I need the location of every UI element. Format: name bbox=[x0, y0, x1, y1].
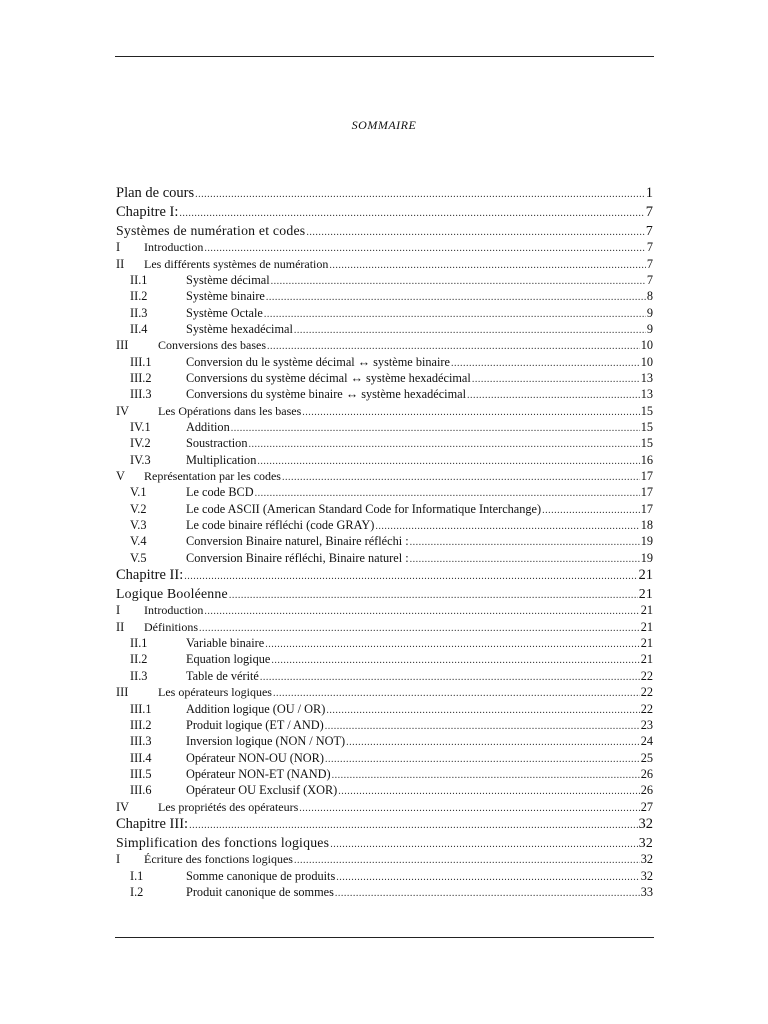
toc-entry-number: V bbox=[116, 469, 125, 483]
toc-entry[interactable] bbox=[116, 635, 653, 651]
toc-entry-number: III.3 bbox=[130, 734, 152, 749]
toc-entry-label: Opérateur OU Exclusif (XOR) bbox=[186, 783, 338, 798]
toc-entry[interactable] bbox=[116, 701, 653, 717]
toc-entry-label: Addition logique (OU / OR) bbox=[186, 701, 326, 716]
header-rule bbox=[115, 56, 654, 57]
toc-entry-label: Opérateur NON-ET (NAND) bbox=[186, 766, 331, 781]
toc-entry-number: III.2 bbox=[130, 370, 152, 385]
toc-entry[interactable] bbox=[116, 354, 653, 370]
toc-entry[interactable] bbox=[116, 619, 653, 635]
toc-entry-page: 32 bbox=[640, 852, 653, 867]
dot-leader bbox=[335, 886, 640, 900]
dot-leader bbox=[229, 587, 638, 603]
toc-entry-page: 7 bbox=[646, 240, 653, 255]
toc-entry-page: 7 bbox=[646, 256, 653, 271]
toc-entry[interactable] bbox=[116, 435, 653, 451]
toc-entry[interactable] bbox=[116, 517, 653, 533]
toc-entry-page: 21 bbox=[640, 636, 653, 651]
toc-entry-label: Conversions des bases bbox=[158, 338, 266, 353]
dot-leader bbox=[260, 670, 640, 684]
toc-entry-label: Introduction bbox=[144, 240, 204, 255]
toc-entry-page: 32 bbox=[638, 834, 653, 850]
toc-entry-page: 8 bbox=[646, 289, 653, 304]
toc-entry-page: 13 bbox=[640, 370, 653, 385]
toc-entry-page: 18 bbox=[640, 518, 653, 533]
toc-entry-page: 17 bbox=[640, 485, 653, 500]
toc-entry[interactable] bbox=[116, 337, 653, 353]
toc-entry-page: 9 bbox=[646, 321, 653, 336]
toc-entry-page: 7 bbox=[645, 222, 653, 238]
toc-entry[interactable] bbox=[116, 782, 653, 798]
toc-entry-label: Système décimal bbox=[186, 272, 270, 287]
toc-entry-number: IV bbox=[116, 403, 129, 418]
toc-entry-page: 21 bbox=[640, 619, 653, 634]
toc-entry-number: V.4 bbox=[130, 534, 147, 549]
table-of-contents bbox=[116, 184, 653, 900]
toc-entry[interactable] bbox=[116, 184, 653, 203]
toc-entry-label: Produit canonique de sommes bbox=[186, 885, 334, 899]
toc-entry[interactable] bbox=[116, 239, 653, 255]
toc-entry[interactable] bbox=[116, 717, 653, 733]
toc-entry-page: 33 bbox=[640, 885, 653, 899]
toc-entry-page: 15 bbox=[640, 436, 653, 451]
toc-entry-number: III.1 bbox=[130, 701, 152, 716]
toc-entry-number: II.2 bbox=[130, 652, 148, 667]
toc-entry-number: V.5 bbox=[130, 550, 147, 565]
dot-leader bbox=[326, 703, 639, 717]
toc-entry-page: 24 bbox=[640, 734, 653, 749]
toc-entry[interactable] bbox=[116, 868, 653, 884]
toc-entry[interactable] bbox=[116, 321, 653, 337]
toc-entry-number: III.6 bbox=[130, 783, 152, 798]
dot-leader bbox=[306, 224, 645, 240]
toc-entry-label: Le code binaire réfléchi (code GRAY) bbox=[186, 518, 375, 533]
dot-leader bbox=[267, 339, 640, 353]
toc-entry-page: 9 bbox=[646, 305, 653, 320]
dot-leader bbox=[184, 568, 637, 585]
toc-entry[interactable] bbox=[116, 501, 653, 517]
toc-entry[interactable] bbox=[116, 484, 653, 500]
toc-entry-page: 10 bbox=[640, 354, 653, 369]
dot-leader bbox=[325, 719, 640, 733]
toc-entry-label: Multiplication bbox=[186, 452, 257, 467]
toc-entry-number: I bbox=[116, 240, 121, 255]
toc-entry[interactable] bbox=[116, 403, 653, 419]
toc-entry-page: 15 bbox=[640, 419, 653, 434]
dot-leader bbox=[271, 653, 639, 667]
dot-leader bbox=[179, 205, 644, 222]
toc-entry[interactable] bbox=[116, 585, 653, 603]
toc-entry-label: Table de vérité bbox=[186, 668, 259, 683]
dot-leader bbox=[266, 290, 646, 304]
toc-entry-number: V.3 bbox=[130, 518, 147, 533]
toc-entry-number: II.1 bbox=[130, 636, 148, 651]
dot-leader bbox=[336, 870, 639, 884]
toc-entry-label: Conversion Binaire réfléchi, Binaire naturel : bbox=[186, 550, 409, 565]
toc-entry-number: II.3 bbox=[130, 668, 148, 683]
toc-entry-label: Conversion du le système décimal ↔ système binaire bbox=[186, 354, 450, 369]
toc-entry-label: Soustraction bbox=[186, 436, 248, 451]
toc-entry-label: Les propriétés des opérateurs bbox=[158, 799, 299, 814]
dot-leader bbox=[467, 388, 640, 402]
toc-entry-number: IV.1 bbox=[130, 419, 151, 434]
dot-leader bbox=[299, 801, 639, 815]
toc-entry[interactable] bbox=[116, 256, 653, 272]
dot-leader bbox=[410, 535, 640, 549]
toc-entry-label: Inversion logique (NON / NOT) bbox=[186, 734, 346, 749]
toc-entry-label: Chapitre III: bbox=[116, 815, 189, 832]
toc-entry[interactable] bbox=[116, 651, 653, 667]
toc-entry-number: V.1 bbox=[130, 485, 147, 500]
toc-entry-number: III.3 bbox=[130, 387, 152, 402]
toc-entry-label: Somme canonique de produits bbox=[186, 868, 336, 883]
toc-entry[interactable] bbox=[116, 799, 653, 815]
toc-entry[interactable] bbox=[116, 272, 653, 288]
toc-entry-label: Produit logique (ET / AND) bbox=[186, 717, 324, 732]
dot-leader bbox=[325, 752, 640, 766]
toc-entry[interactable] bbox=[116, 305, 653, 321]
toc-entry-label: Systèmes de numération et codes bbox=[116, 222, 306, 238]
toc-entry[interactable] bbox=[116, 815, 653, 834]
toc-entry-page: 22 bbox=[640, 701, 653, 716]
toc-entry-page: 27 bbox=[640, 799, 653, 814]
toc-entry-label: Système hexadécimal bbox=[186, 321, 293, 336]
toc-entry-label: Opérateur NON-OU (NOR) bbox=[186, 750, 324, 765]
document-title: SOMMAIRE bbox=[351, 118, 417, 132]
toc-entry[interactable] bbox=[116, 733, 653, 749]
toc-entry-page: 32 bbox=[640, 868, 653, 883]
dot-leader bbox=[204, 241, 646, 255]
toc-entry[interactable] bbox=[116, 386, 653, 402]
dot-leader bbox=[199, 621, 640, 635]
toc-entry-number: I bbox=[116, 603, 121, 618]
toc-entry-label: Equation logique bbox=[186, 652, 271, 667]
toc-entry[interactable] bbox=[116, 203, 653, 222]
toc-entry-number: III.1 bbox=[130, 354, 152, 369]
toc-entry-label: Définitions bbox=[144, 619, 198, 634]
toc-entry-number: IV.2 bbox=[130, 436, 151, 451]
dot-leader bbox=[204, 604, 639, 618]
toc-entry[interactable] bbox=[116, 468, 653, 484]
toc-entry-number: V.2 bbox=[130, 501, 147, 516]
dot-leader bbox=[472, 372, 640, 386]
toc-entry-label: Chapitre II: bbox=[116, 567, 184, 584]
toc-entry-page: 7 bbox=[646, 272, 653, 287]
toc-entry-page: 15 bbox=[640, 403, 653, 418]
toc-entry-number: I.2 bbox=[130, 885, 144, 899]
dot-leader bbox=[294, 323, 646, 337]
dot-leader bbox=[255, 486, 640, 500]
dot-leader bbox=[346, 735, 640, 749]
toc-entry-label: Simplification des fonctions logiques bbox=[116, 834, 330, 850]
toc-entry[interactable] bbox=[116, 566, 653, 585]
toc-entry[interactable] bbox=[116, 419, 653, 435]
dot-leader bbox=[282, 470, 640, 484]
toc-entry[interactable] bbox=[116, 834, 653, 852]
toc-entry-page: 25 bbox=[640, 750, 653, 765]
toc-entry-label: Système binaire bbox=[186, 289, 265, 304]
toc-entry[interactable] bbox=[116, 750, 653, 766]
toc-entry-page: 23 bbox=[640, 717, 653, 732]
toc-entry-label: Écriture des fonctions logiques bbox=[144, 852, 293, 867]
toc-entry-number: II bbox=[116, 256, 125, 271]
toc-entry-label: Les différents systèmes de numération bbox=[144, 256, 329, 271]
toc-entry[interactable] bbox=[116, 602, 653, 618]
toc-entry-label: Conversions du système décimal ↔ système hexadécimal bbox=[186, 370, 471, 385]
toc-entry-label: Conversions du système binaire ↔ système hexadécimal bbox=[186, 387, 467, 402]
toc-entry[interactable] bbox=[116, 851, 653, 867]
toc-entry-label: Introduction bbox=[144, 603, 204, 618]
dot-leader bbox=[257, 454, 639, 468]
dot-leader bbox=[264, 307, 646, 321]
toc-entry-page: 13 bbox=[640, 387, 653, 402]
dot-leader bbox=[302, 405, 639, 419]
toc-entry-number: III.4 bbox=[130, 750, 152, 765]
toc-entry-number: III bbox=[116, 338, 129, 353]
toc-entry[interactable] bbox=[116, 370, 653, 386]
dot-leader bbox=[330, 836, 638, 852]
toc-entry-number: III.2 bbox=[130, 717, 152, 732]
toc-entry[interactable] bbox=[116, 550, 653, 566]
footer-rule bbox=[115, 937, 654, 938]
toc-entry-page: 26 bbox=[640, 766, 653, 781]
toc-entry-page: 16 bbox=[640, 452, 653, 467]
toc-entry[interactable] bbox=[116, 684, 653, 700]
toc-entry[interactable] bbox=[116, 222, 653, 240]
toc-entry-number: III bbox=[116, 685, 129, 700]
toc-entry-number: II.1 bbox=[130, 272, 148, 287]
dot-leader bbox=[195, 186, 645, 203]
dot-leader bbox=[189, 817, 637, 834]
toc-entry[interactable] bbox=[116, 766, 653, 782]
toc-entry-label: Chapitre I: bbox=[116, 203, 179, 220]
toc-entry-label: Conversion Binaire naturel, Binaire réfléchi : bbox=[186, 534, 409, 549]
dot-leader bbox=[451, 356, 640, 370]
toc-entry-number: III.5 bbox=[130, 766, 152, 781]
dot-leader bbox=[542, 503, 640, 517]
dot-leader bbox=[294, 853, 640, 867]
toc-entry-page: 22 bbox=[640, 668, 653, 683]
dot-leader bbox=[265, 637, 640, 651]
dot-leader bbox=[332, 768, 640, 782]
dot-leader bbox=[231, 421, 640, 435]
dot-leader bbox=[248, 437, 639, 451]
toc-entry-number: II.4 bbox=[130, 321, 148, 336]
dot-leader bbox=[329, 258, 645, 272]
toc-entry[interactable] bbox=[116, 884, 653, 900]
toc-entry-page: 21 bbox=[638, 585, 653, 601]
toc-entry-label: Le code ASCII (American Standard Code for Informatique Interchange) bbox=[186, 501, 542, 516]
toc-entry-label: Représentation par les codes bbox=[144, 469, 281, 483]
toc-entry[interactable] bbox=[116, 668, 653, 684]
dot-leader bbox=[338, 784, 639, 798]
dot-leader bbox=[410, 552, 640, 566]
toc-entry-label: Les opérateurs logiques bbox=[158, 685, 272, 700]
toc-entry-page: 32 bbox=[638, 815, 653, 832]
dot-leader bbox=[375, 519, 639, 533]
toc-entry-page: 21 bbox=[640, 603, 653, 618]
toc-entry-page: 19 bbox=[640, 534, 653, 549]
toc-entry-page: 22 bbox=[640, 685, 653, 700]
toc-entry-label: Variable binaire bbox=[186, 636, 265, 651]
toc-entry-label: Le code BCD bbox=[186, 485, 254, 500]
toc-entry-label: Les Opérations dans les bases bbox=[158, 403, 302, 418]
toc-entry-page: 21 bbox=[640, 652, 653, 667]
toc-entry-page: 1 bbox=[645, 185, 653, 201]
toc-entry[interactable] bbox=[116, 288, 653, 304]
toc-entry-number: I.1 bbox=[130, 868, 144, 883]
dot-leader bbox=[271, 274, 646, 288]
toc-entry-page: 19 bbox=[640, 550, 653, 565]
toc-entry-number: II bbox=[116, 619, 125, 634]
toc-entry-number: II.3 bbox=[130, 305, 148, 320]
toc-entry-label: Plan de cours bbox=[116, 185, 195, 201]
toc-entry-label: Addition bbox=[186, 419, 230, 434]
toc-entry-label: Système Octale bbox=[186, 305, 263, 320]
toc-entry-page: 26 bbox=[640, 783, 653, 798]
toc-entry[interactable] bbox=[116, 452, 653, 468]
toc-entry-label: Logique Booléenne bbox=[116, 585, 228, 601]
toc-entry-number: II.2 bbox=[130, 289, 148, 304]
toc-entry-page: 17 bbox=[640, 469, 653, 483]
toc-entry-number: IV bbox=[116, 799, 129, 814]
toc-entry-page: 17 bbox=[640, 501, 653, 516]
toc-entry-page: 10 bbox=[640, 338, 653, 353]
toc-entry[interactable] bbox=[116, 533, 653, 549]
toc-entry-page: 7 bbox=[645, 203, 653, 220]
dot-leader bbox=[273, 686, 640, 700]
toc-entry-page: 21 bbox=[638, 567, 653, 584]
toc-entry-number: I bbox=[116, 852, 121, 867]
toc-entry-number: IV.3 bbox=[130, 452, 151, 467]
